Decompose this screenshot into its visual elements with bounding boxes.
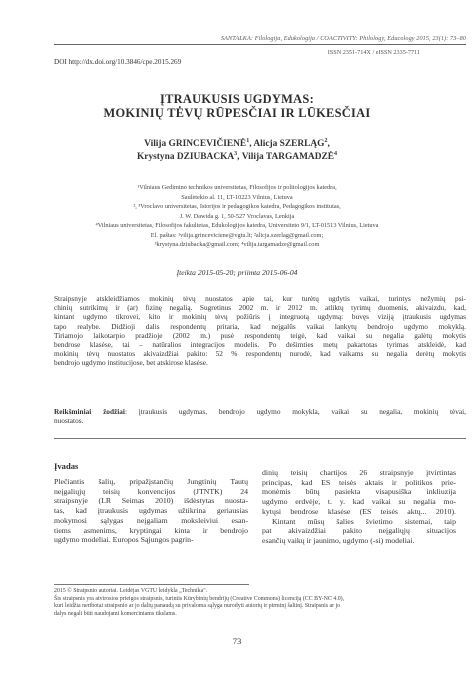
section-divider (54, 438, 466, 439)
paper-title-line-1: ĮTRAUKUSIS UGDYMAS: (159, 92, 315, 106)
body-text-line: ugdymo modeliai. Europos Sąjungos pagrin- (54, 535, 194, 545)
issn-line: ISSN 2351-714X / eISSN 2335-7711 (327, 49, 420, 56)
abstract-line: bendrose klasėse, tai – natūralios integracijos modelis. Po dešimties metų pakartotas tyrimas atskleidė, kad (54, 340, 466, 350)
affiliation-line: El. paštas: ¹vilija.grinceviciene@vgtu.lt; ²alicja.szerlag@gmail.com; (150, 231, 324, 239)
affiliation-line: ⁴Vilniaus universitetas, Filosofijos fakultetas, Edukologijos katedra, Universiteto 9/1, LT-01513 Vilnius, Lietuva (95, 222, 379, 229)
header-rule (54, 44, 466, 45)
section-heading: Įvadas (54, 461, 79, 471)
abstract-line: kintant ugdymo tikrovei, kito ir mokinių tėvų požiūris į integruotą ugdymą: buvęs viziją įtraukusis ugdymas (54, 312, 466, 322)
body-column-left (54, 477, 248, 545)
body-text-line: straipsnyje (LR Seimas 2010) išdėstytas nuosta- (54, 496, 248, 506)
body-text-line: pat akivaizdžiai pakito neįgaliųjų situacijos (262, 526, 456, 536)
page-number: 73 (232, 636, 242, 646)
body-text-line: kytųsi bendrose klasėse (ES teisės aktų... 2010). (262, 506, 456, 516)
body-text-line: Plečiantis šalių, pripažįstančių Jungtinių Tautų (54, 477, 248, 486)
author-name: Alicja SZERLĄG (253, 139, 325, 149)
body-text-line: tas, kad įtraukusis ugdymas užtikrina geriausias (54, 506, 248, 516)
affiliation-line: J. W. Dawida g. 1, 50-527 Vroclavas, Lenkija (179, 212, 295, 220)
authors-line-1 (0, 139, 474, 149)
abstract-line: tapo realybe. Didžioji dalis respondentų pritaria, kad neįgalūs vaikai lankytų bendrojo ugdymo mokyklą. (54, 321, 466, 331)
abstract-line: Straipsnyje atskleidžiamos mokinių tėvų nuostatos apie tai, kur turėtų ugdytis vaikai, turintys nežymių psi- (54, 294, 466, 303)
author-separator: , (249, 139, 254, 149)
keywords (54, 407, 466, 425)
footnote-line: Šis straipsnis yra atvirosios prieigos straipsnis, turintis Kūrybinių bendrijų (Creative Commons) licenciją (CC BY-NC 4.0), (54, 595, 345, 602)
body-text-line: esančių vaikų ir jaunimo, ugdymo (-si) modeliai. (262, 535, 415, 545)
keywords-text: nuostatos. (54, 416, 84, 426)
author-affiliation-mark: 1 (246, 137, 250, 144)
author-separator: , (327, 139, 330, 149)
author-separator: , (237, 152, 242, 162)
abstract-line: Tiriamojo laikotarpio pradžioje (2002 m.) pusė respondentų teigė, kad vaikai su negalia galėtų mokytis (54, 330, 466, 340)
affiliation-line: Saulėtekio al. 11, LT-10223 Vilnius, Lietuva (181, 193, 293, 201)
author-affiliation-mark: 2 (324, 137, 328, 144)
author-affiliation-mark: 4 (333, 150, 337, 157)
author-name: Krystyna DZIUBACKA (137, 152, 235, 162)
author-name: Vilija TARGAMADZĖ (241, 152, 334, 162)
footnote-line: kuri leidžia neribotai straipsnio ar jo dalių panaudą su privaloma sąlyga nurodyti autorių ir pirminį šaltinį. Straipsnis ar jo (54, 603, 341, 610)
body-text-line: ugdymo erdvėje, t. y. kad vaikai su negalia mo- (262, 497, 456, 507)
body-text-line: neįgaliųjų teisių konvencijos (JTNTK) 24 (54, 486, 248, 496)
author-affiliation-mark: 3 (234, 150, 238, 157)
author-name: Vilija GRINCEVIČIENĖ (144, 139, 247, 149)
footnote-line: dalys negali būti naudojami komerciniams tikslams. (54, 610, 177, 617)
abstract-line: bendrojo ugdymo institucijose, bet atskirose klasėse. (54, 358, 208, 368)
copyright-footnote (54, 588, 466, 618)
body-text-line: principas, kad ES teisės aktais ir politikos prie- (262, 477, 456, 487)
authors-line-2 (0, 152, 474, 162)
received-dates: Įteikta 2015-05-20; priimta 2015-06-04 (176, 268, 298, 277)
keywords-line (54, 416, 466, 425)
affiliation-line: ¹Vilniaus Gedimino technikos universitetas, Filosofijos ir politologijos katedra, (137, 184, 337, 191)
paper-title-line-2: MOKINIŲ TĖVŲ RŪPESČIAI IR LŪKESČIAI (103, 106, 371, 120)
keywords-text: : įtraukusis ugdymas, bendrojo ugdymo mokykla, vaikai su negalia, mokinių tėvai, (124, 407, 466, 416)
body-text-line: Kintant mūsų šalies švietimo sistemai, taip (272, 516, 456, 526)
body-text-line: tiems asmenims, kryptingai kinta ir bendrojo (54, 525, 248, 535)
body-column-right (262, 468, 456, 546)
abstract (54, 294, 466, 368)
affiliation-line: ³krystyna.dziubacka@gmail.com; ⁴vilija.targamadze@gmail.com (154, 241, 320, 248)
body-text-line: monėmis būtų pasiekta visapusiška inkliuzija (262, 487, 456, 497)
abstract-line: mokinių tėvų nuostatos akivaizdžiai pakito: 52 % respondentų nurodė, kad vaikams su negalia derėtų mokytis (54, 349, 466, 359)
keywords-label: Reikšminiai žodžiai (54, 407, 125, 416)
abstract-line: chinių sutrikimų ir (ar) fizinę negalią. Sugretinus 2002 m. ir 2012 m. atliktų tyrimų duomenis, akivaizdu, kad, (54, 303, 466, 313)
running-head: SANTALKA: Filologija, Edukologija / COACTIVITY: Philology, Educology 2015, 23(1): 73–80 (220, 35, 466, 42)
body-text-line: mokymosi sąlygas neįgaliam moksleiviui esan- (54, 515, 248, 525)
body-text-line: dinių teisių chartijos 26 straipsnyje įtvirtintas (262, 468, 456, 477)
footnote-line: 2015 © Straipsnio autoriai. Leidėjas VGTU leidykla „Technika". (54, 588, 208, 594)
affiliation-line: ², ³Vroclavo universitetas, Istorijos ir pedagogikos katedra, Pedagogikos institutas, (133, 203, 341, 210)
footnote-rule (54, 584, 249, 585)
doi-link[interactable]: DOI http://dx.doi.org/10.3846/cpe.2015.269 (54, 58, 182, 66)
affiliations (0, 183, 474, 250)
keywords-line (54, 407, 466, 416)
